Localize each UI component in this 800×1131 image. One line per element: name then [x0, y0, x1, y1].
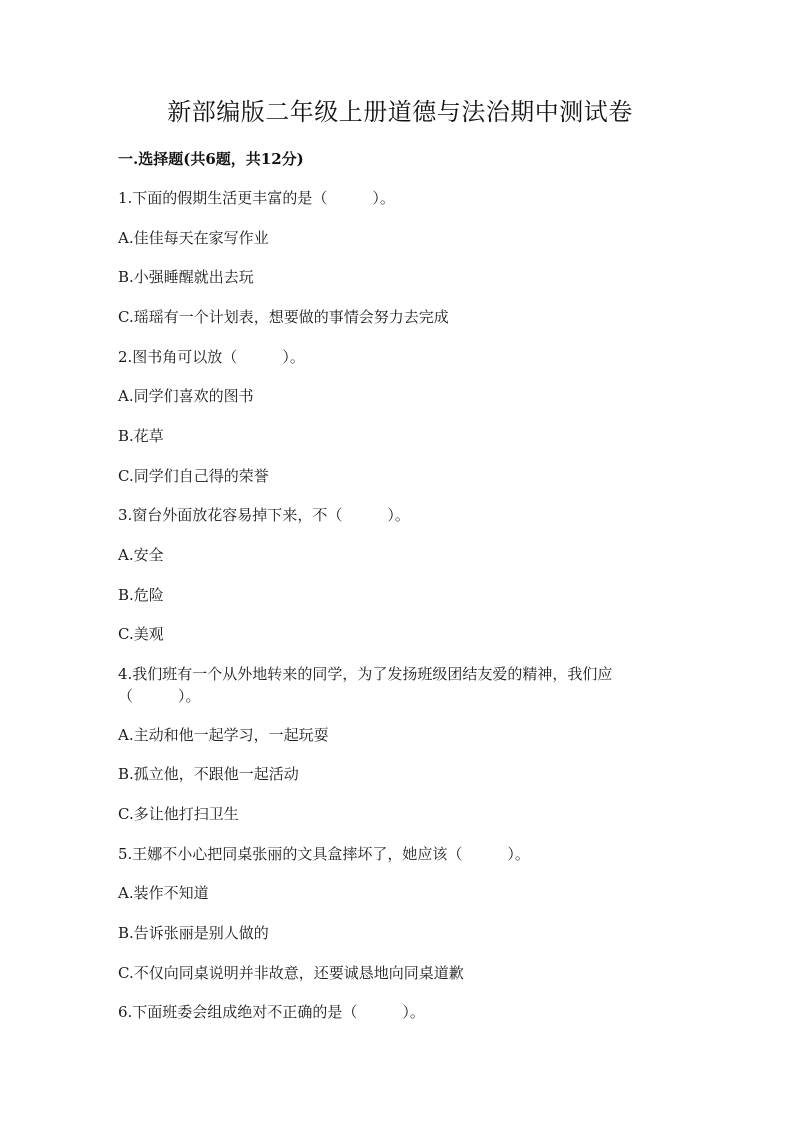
question-stem: 4.我们班有一个从外地转来的同学，为了发扬班级团结友爱的精神，我们应（ ）。: [118, 665, 613, 705]
question-option: A.主动和他一起学习，一起玩耍: [118, 726, 329, 744]
question-option: A.安全: [118, 546, 164, 564]
question-option: C.美观: [118, 625, 164, 643]
question-option: B.危险: [118, 586, 164, 604]
question-option: C.多让他打扫卫生: [118, 805, 239, 823]
question-option: C.瑶瑶有一个计划表，想要做的事情会努力去完成: [118, 308, 449, 326]
question-option: B.花草: [118, 427, 164, 445]
question-option: C.不仅向同桌说明并非故意，还要诚恳地向同桌道歉: [118, 964, 464, 982]
question-option: B.小强睡醒就出去玩: [118, 268, 254, 286]
question-stem: 5.王娜不小心把同桌张丽的文具盒摔坏了，她应该（ ）。: [118, 845, 530, 863]
question-option: B.孤立他，不跟他一起活动: [118, 765, 299, 783]
question-option: A.装作不知道: [118, 884, 209, 902]
question-stem: 1.下面的假期生活更丰富的是（ ）。: [118, 189, 395, 207]
question-option: A.同学们喜欢的图书: [118, 387, 254, 405]
question-option: A.佳佳每天在家写作业: [118, 229, 269, 247]
document-title: 新部编版二年级上册道德与法治期中测试卷: [167, 98, 633, 126]
question-option: B.告诉张丽是别人做的: [118, 924, 269, 942]
section-heading: 一.选择题(共6题，共12分): [118, 150, 304, 168]
question-option: C.同学们自己得的荣誉: [118, 467, 269, 485]
question-stem: 3.窗台外面放花容易掉下来，不（ ）。: [118, 506, 410, 524]
question-stem: 6.下面班委会组成绝对不正确的是（ ）。: [118, 1003, 425, 1021]
question-stem: 2.图书角可以放（ ）。: [118, 348, 305, 366]
